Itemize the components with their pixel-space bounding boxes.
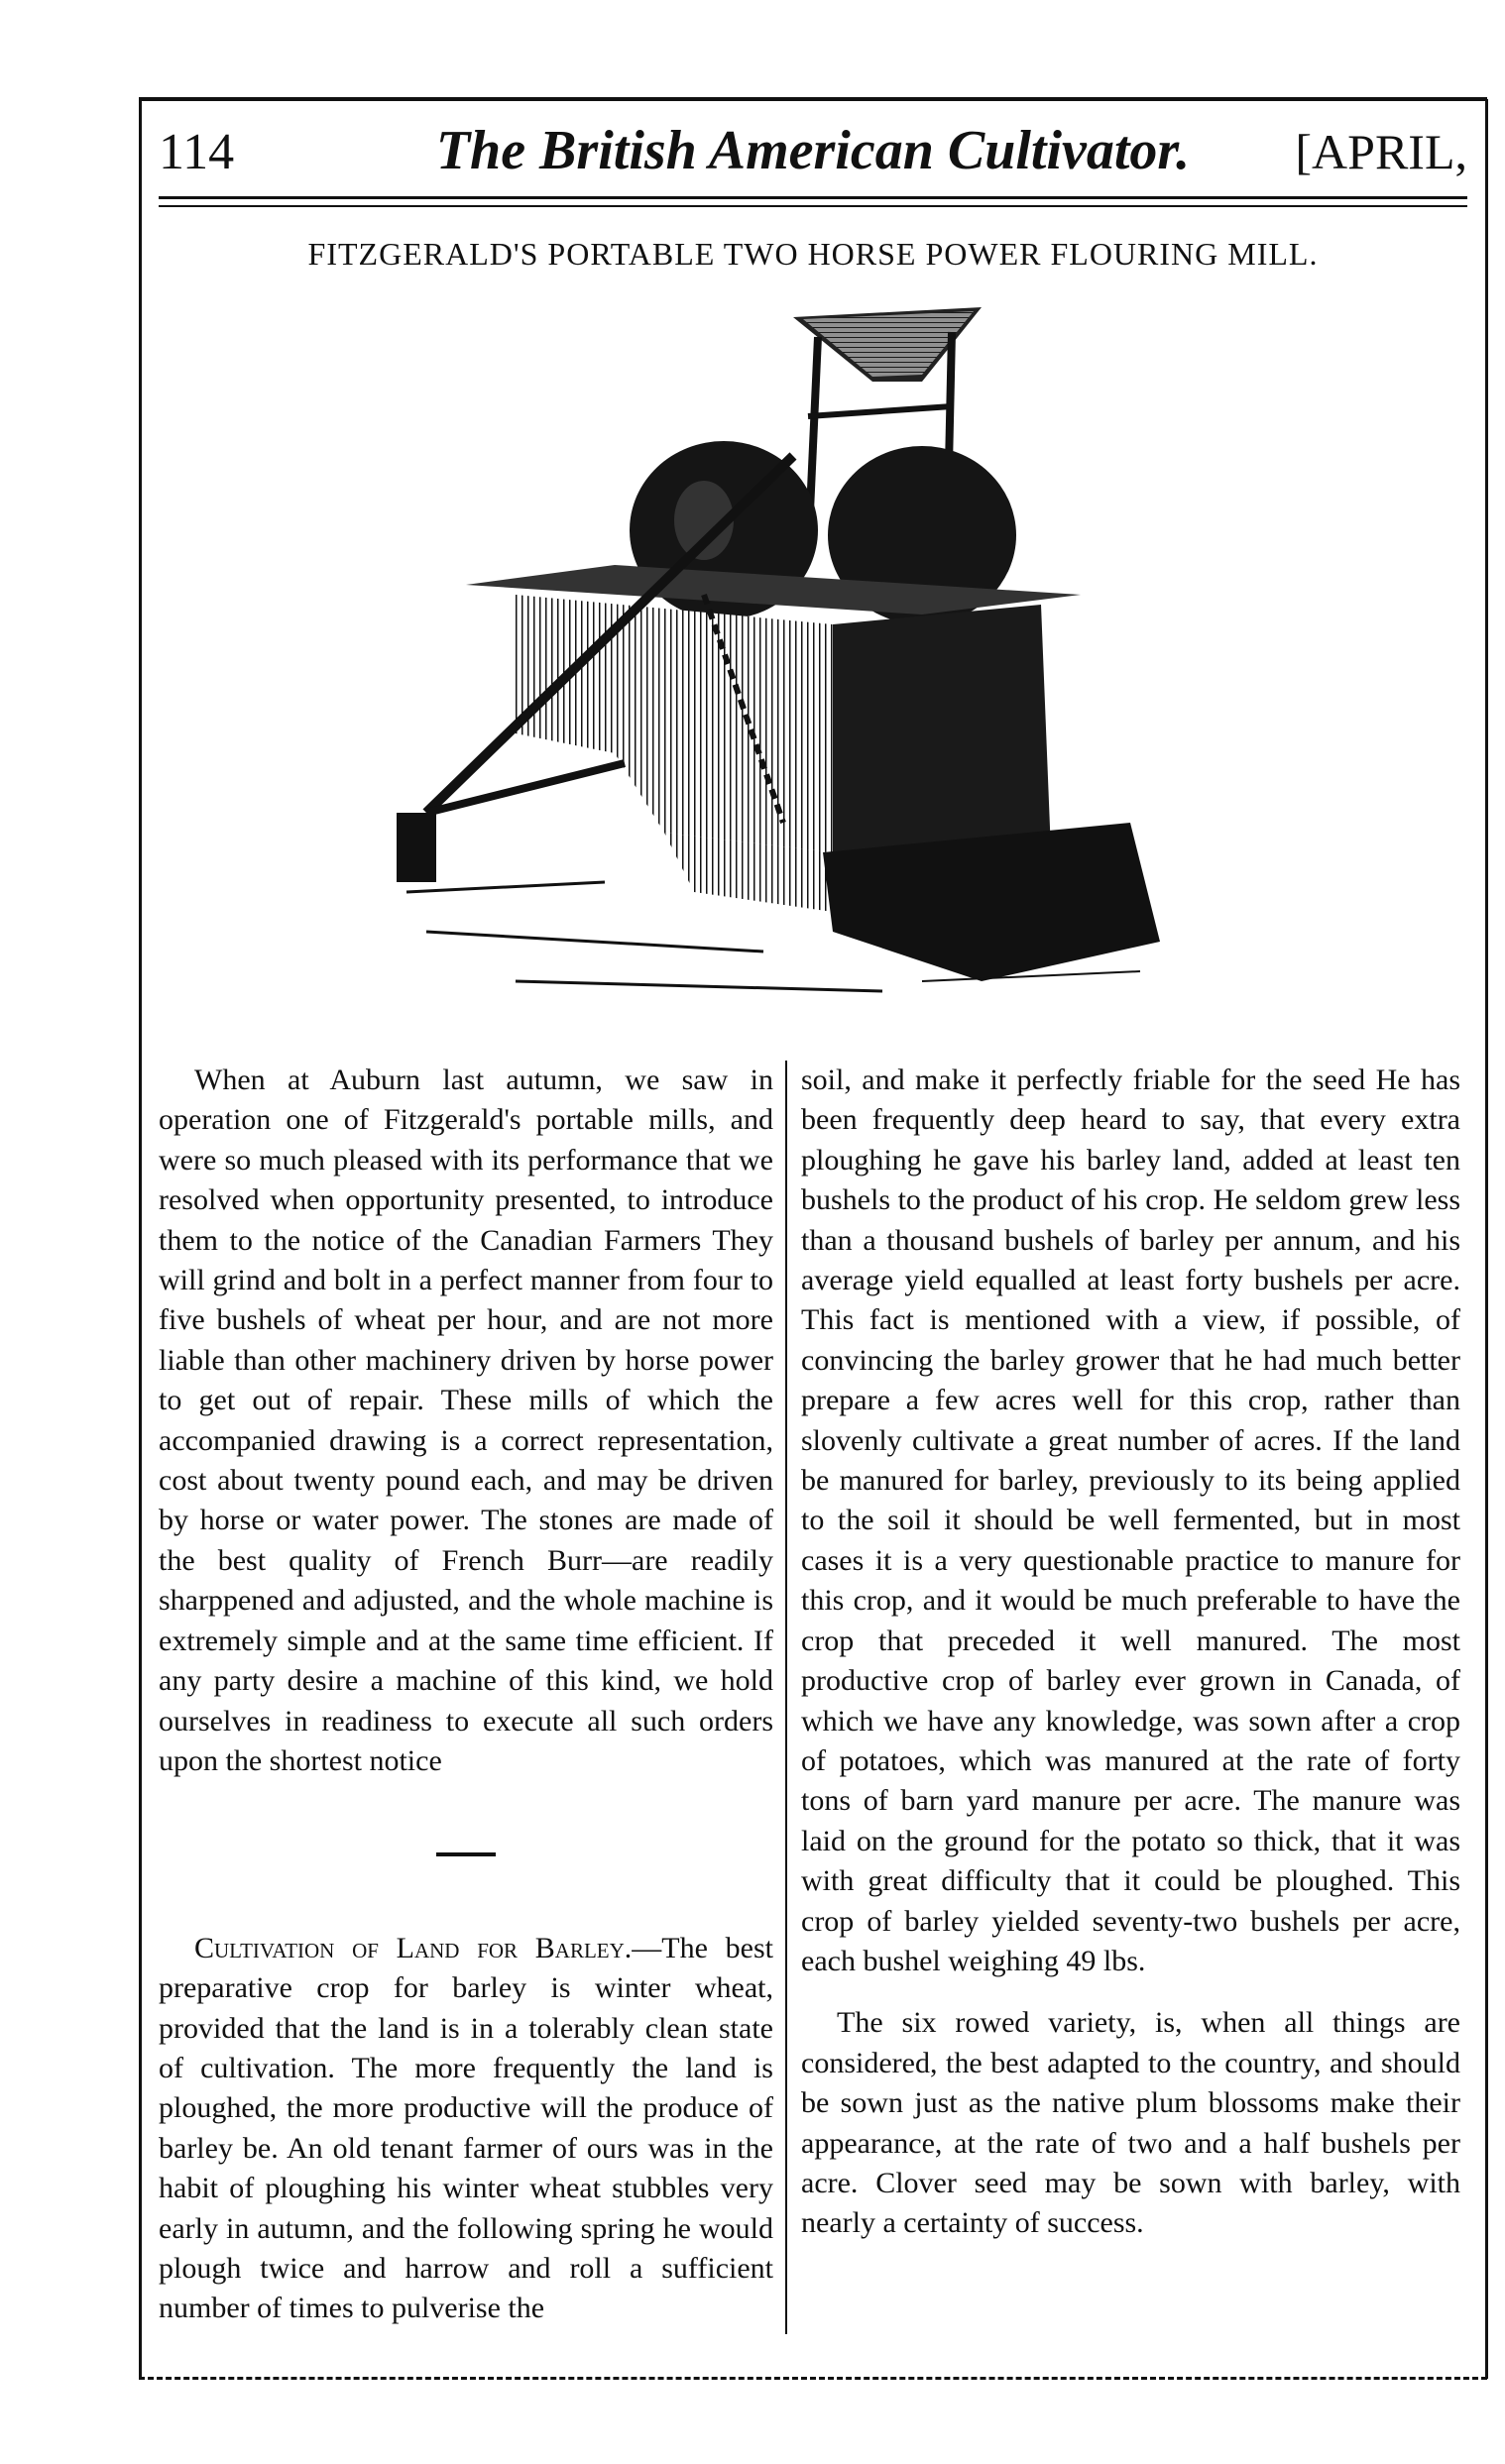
barley-paragraph-start <box>159 1929 773 2329</box>
header-rule-thin <box>159 205 1467 207</box>
section-separator <box>159 1833 773 1872</box>
article-title: FITZGERALD'S PORTABLE TWO HORSE POWER FLOURING MILL. <box>307 236 1319 272</box>
barley-text-left: —The best preparative crop for barley is winter wheat, provided that the land is in a tolerably clean state of cultivation. The more frequently the land is ploughed, the more productive will the produce of barley be. An old tenant farmer of ours was in the habit of ploughing his winter wheat stubbles very early in autumn, and the following spring he would plough twice and harrow and roll a sufficient number of times to pulverise the <box>159 1931 773 2325</box>
issue-month: [APRIL, <box>1295 124 1467 179</box>
six-rowed-paragraph: The six rowed variety, is, when all things are considered, the best adapted to the country, and should be sown just as the native plum blossoms make their appearance, at the rate of two and a half bushels per acre. Clover seed may be sown with barley, with nearly a certainty of success. <box>801 2006 1460 2240</box>
barley-heading: Cultivation of Land for Barley. <box>194 1931 633 1964</box>
mill-paragraph: When at Auburn last autumn, we saw in operation one of Fitzgerald's portable mills, and were so much pleased with its performance that we resolved when opportunity presented, to introduce them to the notice of the Canadian Farmers They will grind and bolt in a perfect manner from four to five bushels of wheat per hour, and are not more liable than other machinery driven by horse power to get out of repair. These mills of which the accompanied drawing is a correct representation, cost about twenty pound each, and may be driven by horse or water power. The stones are made of the best quality of French Burr—are readily sharppened and adjusted, and the whole machine is extremely simple and at the same time efficient. If any party desire a machine of this kind, we hold ourselves in readiness to execute all such orders upon the shortest notice <box>159 1064 773 1777</box>
page-header <box>159 119 1467 188</box>
flouring-mill-engraving-icon <box>367 297 1180 1051</box>
page-number: 114 <box>159 124 235 180</box>
left-column <box>159 1061 773 2329</box>
header-rule <box>159 196 1467 199</box>
right-column <box>801 1061 1460 2244</box>
journal-title: The British American Cultivator. <box>435 120 1191 181</box>
bottom-border <box>139 2377 1487 2384</box>
barley-text-right: soil, and make it perfectly friable for the seed He has been frequently deep heard to say, that every extra ploughing he gave his barley land, added at least ten bushels to the product of his crop. He seldom grew less than a thousand bushels of barley per annum, and his average yield equalled at least forty bushels per acre. This fact is mentioned with a view, if possible, of convincing the barley grower that he had much better prepare a few acres well for this crop, rather than slovenly cultivate a great number of acres. If the land be manured for barley, previously to its being applied to the soil it should be well fermented, but in most cases it is a very questionable practice to manure for this crop, and it would be much preferable to have the crop that preceded it well manured. The most productive crop of barley ever grown in Canada, of which we have any knowledge, was sown after a crop of potatoes, which was manured at the rate of forty tons of barn yard manure per acre. The manure was laid on the ground for the potato so thick, that it was with great difficulty that it could be ploughed. This crop of barley yielded seventy-two bushels per acre, each bushel weighing 49 lbs. <box>801 1064 1460 1977</box>
column-divider <box>785 1061 787 2334</box>
